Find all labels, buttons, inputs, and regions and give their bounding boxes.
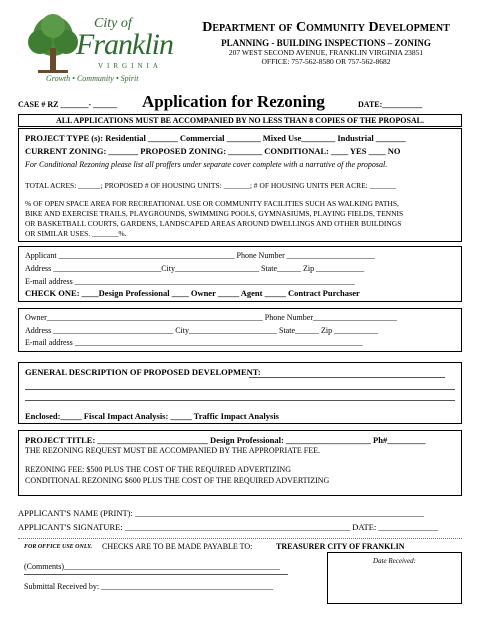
description-line-1[interactable] xyxy=(249,377,445,378)
applicant-email-field[interactable]: E-mail address ______________________________________________________________________ xyxy=(25,277,355,286)
project-type-section xyxy=(18,128,462,242)
office-divider xyxy=(18,538,462,539)
open-space-percent-field[interactable]: OR SIMILAR USES. _______%. xyxy=(25,229,127,238)
rezoning-fee: REZONING FEE: $500 PLUS THE COST OF THE REQUIRED ADVERTIZING xyxy=(25,465,291,474)
owner-email-field[interactable]: E-mail address ________________________________________________________________________ xyxy=(25,338,363,347)
form-title: Application for Rezoning xyxy=(142,92,325,111)
case-line xyxy=(18,92,462,114)
department-subtitle: PLANNING - BUILDING INSPECTIONS – ZONING xyxy=(221,38,431,48)
description-line-2[interactable] xyxy=(25,389,455,390)
conditional-rezoning-fee: CONDITIONAL REZONING $600 PLUS THE COST OF THE REQUIRED ADVERTIZING xyxy=(25,476,330,485)
fee-section xyxy=(18,430,462,496)
department-phone: OFFICE: 757-562-8580 OR 757-562-8682 xyxy=(261,57,391,66)
case-number-field[interactable]: CASE # RZ _______- ______ xyxy=(18,100,118,109)
payee: TREASURER CITY OF FRANKLIN xyxy=(276,542,405,551)
office-use-label: FOR OFFICE USE ONLY. xyxy=(24,544,93,550)
copies-notice: ALL APPLICATIONS MUST BE ACCOMPANIED BY NO LESS THAN 8 COPIES OF THE PROPOSAL. xyxy=(18,114,462,127)
department-address: 207 WEST SECOND AVENUE, FRANKLIN VIRGINIA 23851 xyxy=(228,48,424,57)
applicant-field[interactable]: Applicant ____________________________________________ Phone Number ______________________ xyxy=(25,251,375,260)
owner-section xyxy=(18,308,462,352)
owner-field[interactable]: Owner______________________________________________________ Phone Number_____________________ xyxy=(25,313,397,322)
description-label: GENERAL DESCRIPTION OF PROPOSED DEVELOPMENT: xyxy=(25,367,261,377)
checks-payable-label: CHECKS ARE TO BE MADE PAYABLE TO: xyxy=(102,542,253,551)
logo-state: VIRGINIA xyxy=(98,62,162,70)
date-received-label: Date Received: xyxy=(373,557,416,565)
logo-name: Franklin xyxy=(76,28,173,61)
applicant-name-field[interactable]: APPLICANT'S NAME (PRINT): ____________________________________________________________________ xyxy=(18,508,424,518)
open-space-text-2: BIKE AND EXERCISE TRAILS, PLAYGROUNDS, SWIMMING POOLS, GYMNASIUMS, PLAYING FIELDS, TENNIS xyxy=(25,209,404,218)
description-line-3[interactable] xyxy=(25,400,455,401)
city-logo xyxy=(18,12,173,84)
submittal-received-field[interactable]: Submittal Received by: ___________________________________________ xyxy=(24,582,274,591)
fee-requirement: THE REZONING REQUEST MUST BE ACCOMPANIED BY THE APPROPRIATE FEE. xyxy=(25,446,320,455)
open-space-text-3: OR BASKETBALL COURTS, GARDENS, LANDSCAPED AREAS AROUND DWELLINGS AND OTHER BUILDINGS xyxy=(25,219,402,228)
applicant-section xyxy=(18,246,462,302)
applicant-signature-field[interactable]: APPLICANT'S SIGNATURE: _____________________________________________________ DATE: ______________ xyxy=(18,522,438,532)
department-header xyxy=(176,20,476,66)
logo-tagline: Growth • Community • Spirit xyxy=(46,74,139,83)
project-type-fields[interactable]: PROJECT TYPE (s): Residential _______ Commercial ________ Mixed Use________ Industrial _______ xyxy=(25,133,406,143)
date-field[interactable]: DATE:__________ xyxy=(358,100,423,109)
zoning-fields[interactable]: CURRENT ZONING: _______ PROPOSED ZONING: ________ CONDITIONAL: ____ YES ____ NO xyxy=(25,146,401,156)
date-received-box[interactable] xyxy=(327,552,462,604)
owner-address-field[interactable]: Address ______________________________ City______________________ State______ Zip ___________ xyxy=(25,326,379,335)
logo-city: City of xyxy=(94,16,132,31)
description-section xyxy=(18,362,462,424)
check-one-options[interactable]: CHECK ONE: ____Design Professional ____ Owner _____ Agent _____ Contract Purchaser xyxy=(25,288,360,298)
comments-line-2[interactable] xyxy=(24,574,288,575)
department-title: Department of Community Development xyxy=(202,20,450,35)
applicant-address-field[interactable]: Address ___________________________City_____________________ State______ Zip ____________ xyxy=(25,264,365,273)
comments-field[interactable]: (Comments)______________________________________________________ xyxy=(24,562,280,571)
open-space-text-1: % OF OPEN SPACE AREA FOR RECREATIONAL USE OR COMMUNITY FACILITIES SUCH AS WALKING PATHS, xyxy=(25,199,399,208)
project-title-field[interactable]: PROJECT TITLE: __________________________ Design Professional: ____________________ Ph#_________ xyxy=(25,435,426,445)
proffers-note: For Conditional Rezoning please list all proffers under separate cover complete with a narrative of the proposal. xyxy=(25,160,388,169)
acreage-fields[interactable]: TOTAL ACRES: ______; PROPOSED # OF HOUSING UNITS: _______; # OF HOUSING UNITS PER ACRE: _______ xyxy=(25,181,396,190)
enclosed-fields[interactable]: Enclosed:_____ Fiscal Impact Analysis: _____ Traffic Impact Analysis xyxy=(25,411,279,421)
